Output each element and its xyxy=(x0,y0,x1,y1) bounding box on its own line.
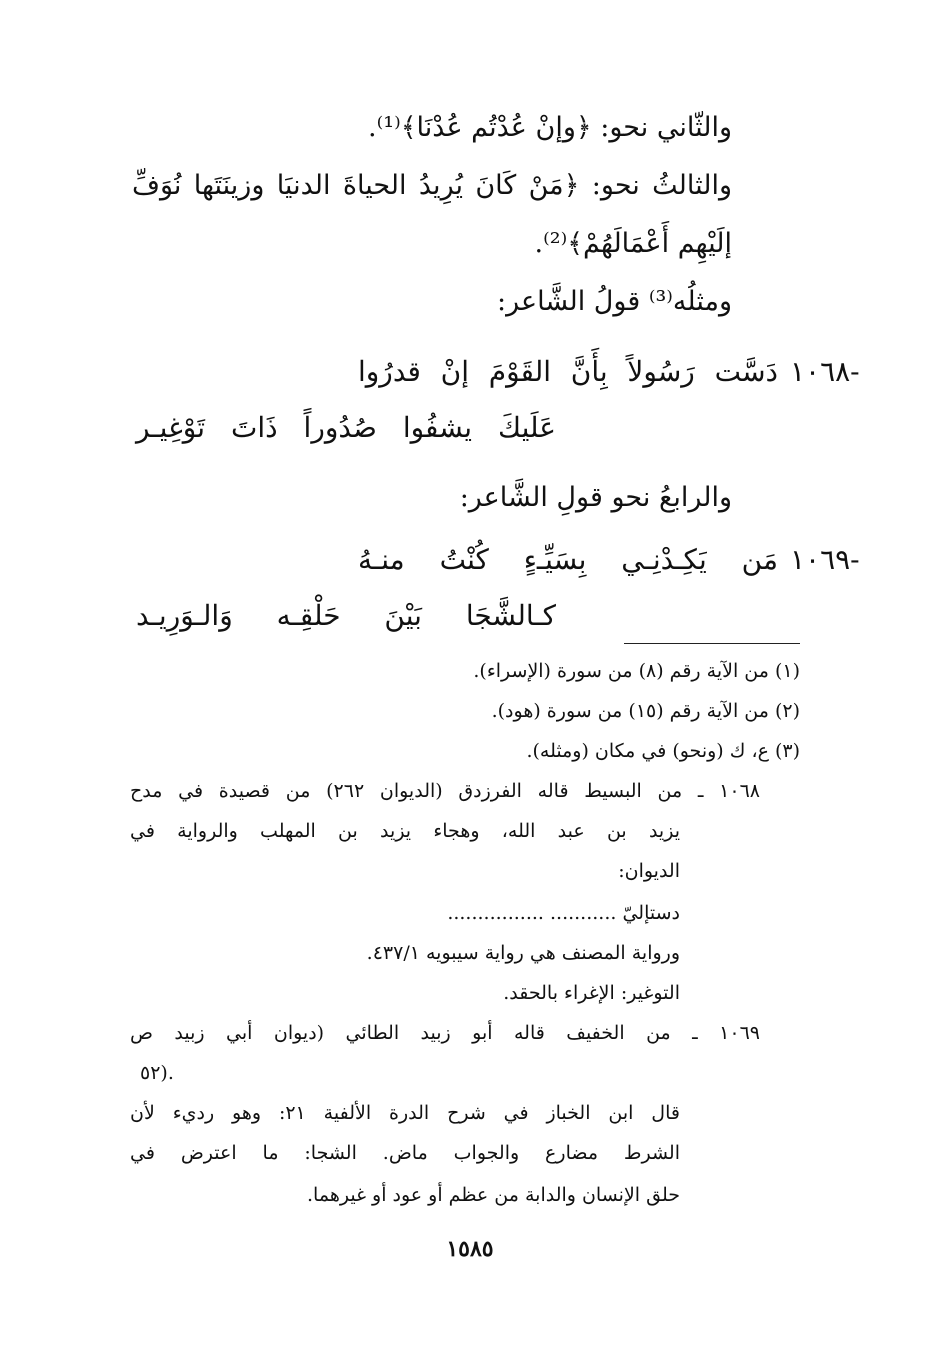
footnote-line: ١٠٦٩ ـ من الخفيف قاله أبو زبيد الطائي (ديوان أبي زبيد ص xyxy=(130,1022,760,1044)
footnote-separator xyxy=(624,643,800,644)
main-line-2: والثالثُ نحو: ﴿مَنْ كَانَ يُرِيدُ الحياةَ الدنيَا وزينَتَها نُوَفِّ xyxy=(132,170,732,201)
footnote-line: يزيد بن عبد الله، وهجاء يزيد بن المهلب والرواية في xyxy=(130,820,680,842)
footnote-line: ٥٢). xyxy=(140,1062,174,1084)
footnote-line: (٣) ع، ك (ونحو) في مكان (ومثله). xyxy=(526,740,800,762)
verse-second-hemistich: عَلَيكَ يشفُوا صُدُوراً ذَاتَ تَوْغِيـر xyxy=(136,411,556,444)
main-line-4: ومثلُه⁽³⁾ قولُ الشَّاعر: xyxy=(497,286,732,317)
verse-number: ١٠٦٨- xyxy=(790,355,860,388)
footnote-line: (٢) من الآية رقم (١٥) من سورة (هود). xyxy=(491,700,800,722)
main-line-3: إلَيْهِم أَعْمَالَهُمْ﴾⁽²⁾. xyxy=(534,228,732,259)
page-number: ١٥٨٥ xyxy=(446,1236,494,1262)
footnote-line: قال ابن الخباز في شرح الدرة الألفية ٢١: وهو رديء لأن xyxy=(130,1102,680,1124)
footnote-line: ورواية المصنف هي رواية سيبويه ٤٣٧/١. xyxy=(366,942,680,964)
verse-first-hemistich: مَن يَكِـدْنِـي بِسَيِّـءٍ كُنْتُ منـهُ xyxy=(358,543,778,576)
footnote-line: التوغير: الإغراء بالحقد. xyxy=(503,982,680,1004)
footnote-line: حلق الإنسان والدابة من عظم أو عود أو غيرهما. xyxy=(307,1184,680,1206)
footnote-line: (١) من الآية رقم (٨) من سورة (الإسراء). xyxy=(473,660,800,682)
main-line-5: والرابعُ نحو قولِ الشَّاعر: xyxy=(459,482,732,513)
verse-number: ١٠٦٩- xyxy=(790,543,860,576)
verse-first-hemistich: دَسَّت رَسُولاً بِأَنَّ القَوْمَ إنْ قدرُوا xyxy=(358,355,778,388)
footnote-line: دستإليّ ........... ................ xyxy=(447,902,680,924)
footnote-line: الديوان: xyxy=(618,860,680,882)
footnote-line: ١٠٦٨ ـ من البسيط قاله الفرزدق (الديوان ٢٦٢) من قصيدة في مدح xyxy=(130,780,760,802)
verse-second-hemistich: كـالشَّجَا بَيْنَ حَلْقِـه وَالـوَرِيـد xyxy=(136,599,556,632)
footnote-line: الشرط مضارع والجواب ماض. الشجا: ما اعترض في xyxy=(130,1142,680,1164)
main-line-1: والثّاني نحو: ﴿وإنْ عُدْتُم عُدْنَا﴾⁽¹⁾. xyxy=(368,112,732,143)
